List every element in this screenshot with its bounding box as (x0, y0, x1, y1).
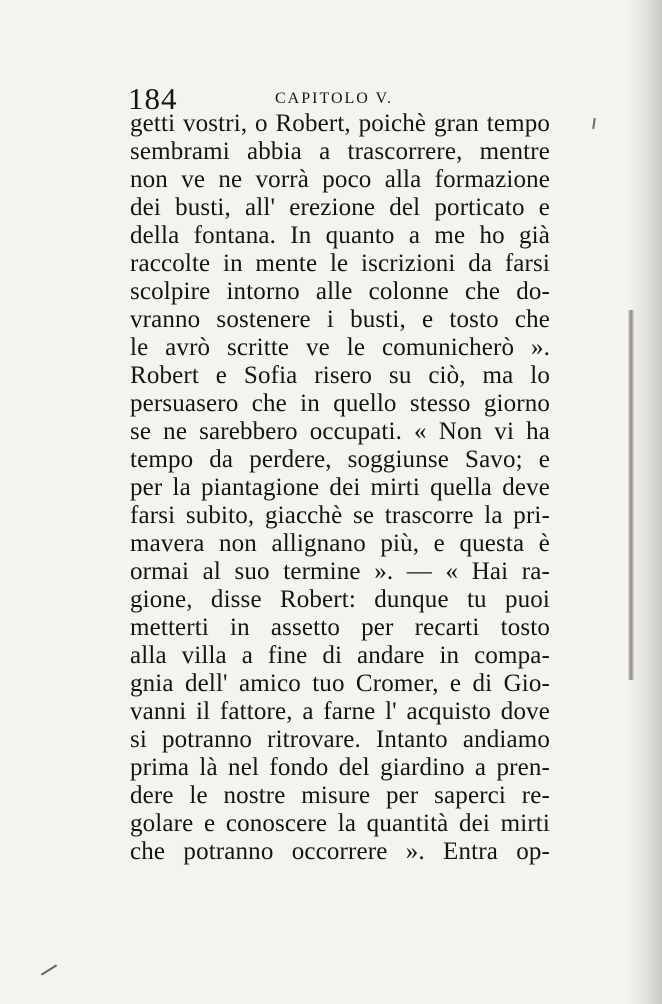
text-line-10: Robert e Sofia risero su ciò, ma lo (130, 362, 550, 389)
text-line-15: farsi subito, giacchè se trascorre la pri- (130, 502, 550, 529)
print-speck (41, 964, 57, 975)
body-text (130, 110, 550, 866)
text-line-27: che potranno occorrere ». Entra op- (130, 838, 550, 865)
running-head: CAPITOLO V. (275, 90, 394, 107)
text-line-14: per la piantagione dei mirti quella deve (130, 474, 550, 501)
text-line-1: getti vostri, o Robert, poichè gran tempo (130, 110, 550, 137)
text-line-8: vranno sostenere i busti, e tosto che (130, 306, 550, 333)
text-line-6: raccolte in mente le iscrizioni da farsi (130, 250, 550, 277)
text-line-11: persuasero che in quello stesso giorno (130, 390, 550, 417)
text-line-16: mavera non allignano più, e questa è (130, 530, 550, 557)
text-line-18: gione, disse Robert: dunque tu puoi (130, 586, 550, 613)
text-line-12: se ne sarebbero occupati. « Non vi ha (130, 418, 550, 445)
text-line-4: dei busti, all' erezione del porticato e (130, 194, 550, 221)
text-line-21: gnia dell' amico tuo Cromer, e di Gio- (130, 670, 550, 697)
text-line-20: alla villa a fine di andare in compa- (130, 642, 550, 669)
text-line-5: della fontana. In quanto a me ho già (130, 222, 550, 249)
text-line-22: vanni il fattore, a farne l' acquisto dove (130, 698, 550, 725)
text-line-3: non ve ne vorrà poco alla formazione (130, 166, 550, 193)
page-number: 184 (128, 81, 178, 116)
text-line-17: ormai al suo termine ». — « Hai ra- (130, 558, 550, 585)
text-line-25: dere le nostre misure per saperci re- (130, 782, 550, 809)
page-edge-shadow (628, 0, 662, 1004)
text-line-7: scolpire intorno alle colonne che do- (130, 278, 550, 305)
text-line-23: si potranno ritrovare. Intanto andiamo (130, 726, 550, 753)
text-line-2: sembrami abbia a trascorrere, mentre (130, 138, 550, 165)
print-speck (592, 118, 596, 129)
text-line-24: prima là nel fondo del giardino a pren- (130, 754, 550, 781)
text-line-13: tempo da perdere, soggiunse Savo; e (130, 446, 550, 473)
text-line-26: golare e conoscere la quantità dei mirti (130, 810, 550, 837)
text-line-19: metterti in assetto per recarti tosto (130, 614, 550, 641)
text-line-9: le avrò scritte ve le comunicherò ». (130, 334, 550, 361)
